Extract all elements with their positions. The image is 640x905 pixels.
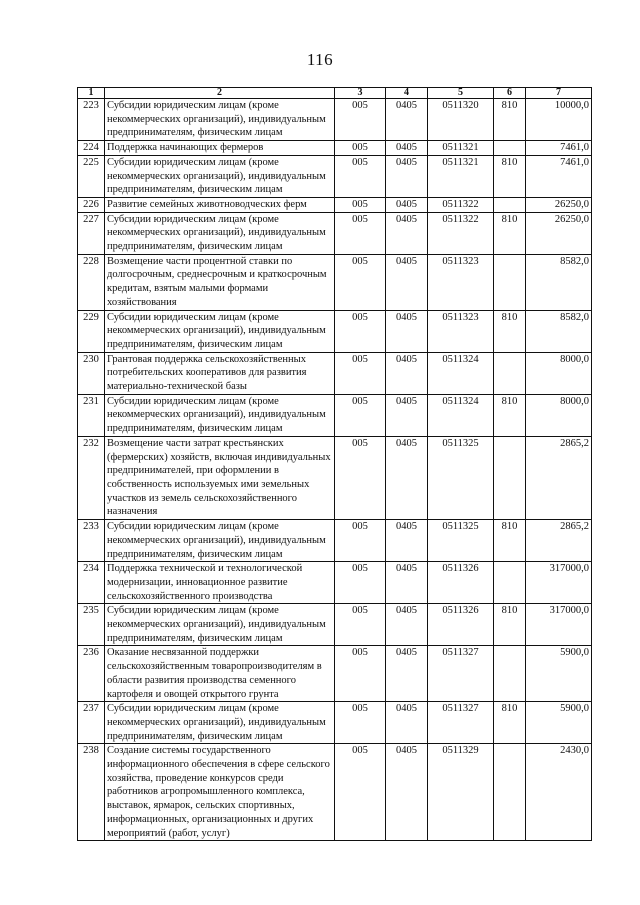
row-amount: 8582,0	[526, 310, 592, 352]
row-expense-type: 810	[494, 310, 526, 352]
row-section-code: 0405	[386, 254, 428, 310]
row-amount: 7461,0	[526, 141, 592, 156]
row-section-code: 0405	[386, 155, 428, 197]
row-amount: 10000,0	[526, 99, 592, 141]
row-number: 229	[78, 310, 105, 352]
row-target-article: 0511325	[428, 520, 494, 562]
row-expense-type: 810	[494, 702, 526, 744]
row-expense-type	[494, 141, 526, 156]
table-row	[78, 646, 592, 702]
row-expense-type	[494, 352, 526, 394]
row-ved-code: 005	[335, 562, 386, 604]
row-target-article: 0511323	[428, 254, 494, 310]
row-amount: 7461,0	[526, 155, 592, 197]
row-ved-code: 005	[335, 436, 386, 519]
row-number: 230	[78, 352, 105, 394]
row-number: 227	[78, 212, 105, 254]
row-ved-code: 005	[335, 99, 386, 141]
row-expense-type	[494, 646, 526, 702]
page-number: 116	[306, 50, 334, 69]
row-target-article: 0511326	[428, 604, 494, 646]
row-target-article: 0511325	[428, 436, 494, 519]
table-row	[78, 352, 592, 394]
row-target-article: 0511324	[428, 352, 494, 394]
table-row	[78, 155, 592, 197]
row-number: 231	[78, 394, 105, 436]
row-target-article: 0511324	[428, 394, 494, 436]
row-expense-type	[494, 197, 526, 212]
row-name: Создание системы государственного информационного обеспечения в сфере сельского хозяйства, проведение конкурсов среди работников агропромышленного комплекса, выставок, ярмарок, сельских спортивных, информационных, организационных и других мероприятий (работ, услуг)	[105, 744, 335, 841]
row-expense-type	[494, 254, 526, 310]
row-amount: 317000,0	[526, 562, 592, 604]
row-name: Развитие семейных животноводческих ферм	[105, 197, 335, 212]
row-name: Возмещение части затрат крестьянских (фермерских) хозяйств, включая индивидуальных предпринимателей, при оформлении в собственность используемых ими земельных участков из земель сельскохозяйственного назначения	[105, 436, 335, 519]
row-target-article: 0511321	[428, 141, 494, 156]
row-target-article: 0511320	[428, 99, 494, 141]
row-section-code: 0405	[386, 520, 428, 562]
row-name: Оказание несвязанной поддержки сельскохозяйственным товаропроизводителям в области развития производства семенного картофеля и овощей открытого грунта	[105, 646, 335, 702]
row-number: 224	[78, 141, 105, 156]
row-number: 232	[78, 436, 105, 519]
row-amount: 8000,0	[526, 352, 592, 394]
row-ved-code: 005	[335, 141, 386, 156]
row-section-code: 0405	[386, 604, 428, 646]
row-ved-code: 005	[335, 744, 386, 841]
row-ved-code: 005	[335, 197, 386, 212]
row-amount: 5900,0	[526, 702, 592, 744]
table-row	[78, 212, 592, 254]
row-number: 236	[78, 646, 105, 702]
budget-table	[77, 87, 592, 841]
row-section-code: 0405	[386, 99, 428, 141]
table-row	[78, 99, 592, 141]
row-section-code: 0405	[386, 744, 428, 841]
row-name: Субсидии юридическим лицам (кроме некоммерческих организаций), индивидуальным предпринимателям, физическим лицам	[105, 99, 335, 141]
row-expense-type: 810	[494, 604, 526, 646]
row-name: Поддержка начинающих фермеров	[105, 141, 335, 156]
row-number: 228	[78, 254, 105, 310]
row-name: Грантовая поддержка сельскохозяйственных потребительских кооперативов для развития материально-технической базы	[105, 352, 335, 394]
row-name: Субсидии юридическим лицам (кроме некоммерческих организаций), индивидуальным предпринимателям, физическим лицам	[105, 604, 335, 646]
row-ved-code: 005	[335, 646, 386, 702]
row-section-code: 0405	[386, 197, 428, 212]
row-amount: 26250,0	[526, 197, 592, 212]
row-target-article: 0511322	[428, 212, 494, 254]
row-ved-code: 005	[335, 702, 386, 744]
row-expense-type	[494, 744, 526, 841]
row-expense-type: 810	[494, 520, 526, 562]
table-row	[78, 254, 592, 310]
column-header: 3	[335, 88, 386, 99]
column-header: 4	[386, 88, 428, 99]
row-number: 225	[78, 155, 105, 197]
row-name: Субсидии юридическим лицам (кроме некоммерческих организаций), индивидуальным предпринимателям, физическим лицам	[105, 212, 335, 254]
row-number: 223	[78, 99, 105, 141]
row-name: Субсидии юридическим лицам (кроме некоммерческих организаций), индивидуальным предпринимателям, физическим лицам	[105, 394, 335, 436]
row-section-code: 0405	[386, 394, 428, 436]
row-expense-type: 810	[494, 394, 526, 436]
table-header-row	[78, 88, 592, 99]
row-number: 238	[78, 744, 105, 841]
row-section-code: 0405	[386, 141, 428, 156]
row-number: 235	[78, 604, 105, 646]
row-amount: 2865,2	[526, 520, 592, 562]
table-row	[78, 520, 592, 562]
row-name: Субсидии юридическим лицам (кроме некоммерческих организаций), индивидуальным предпринимателям, физическим лицам	[105, 520, 335, 562]
table-row	[78, 562, 592, 604]
column-header: 5	[428, 88, 494, 99]
row-target-article: 0511327	[428, 646, 494, 702]
row-target-article: 0511326	[428, 562, 494, 604]
row-name: Поддержка технической и технологической модернизации, инновационное развитие сельскохозяйственного производства	[105, 562, 335, 604]
row-expense-type: 810	[494, 99, 526, 141]
table-row	[78, 310, 592, 352]
row-ved-code: 005	[335, 604, 386, 646]
row-expense-type	[494, 562, 526, 604]
row-target-article: 0511327	[428, 702, 494, 744]
row-ved-code: 005	[335, 254, 386, 310]
row-number: 237	[78, 702, 105, 744]
row-name: Субсидии юридическим лицам (кроме некоммерческих организаций), индивидуальным предпринимателям, физическим лицам	[105, 310, 335, 352]
table-row	[78, 744, 592, 841]
row-expense-type	[494, 436, 526, 519]
table-body	[78, 99, 592, 841]
row-ved-code: 005	[335, 155, 386, 197]
column-header: 1	[78, 88, 105, 99]
row-amount: 2430,0	[526, 744, 592, 841]
row-section-code: 0405	[386, 212, 428, 254]
table-row	[78, 702, 592, 744]
row-section-code: 0405	[386, 352, 428, 394]
row-name: Возмещение части процентной ставки по долгосрочным, среднесрочным и краткосрочным кредитам, взятым малыми формами хозяйствования	[105, 254, 335, 310]
column-header: 6	[494, 88, 526, 99]
row-target-article: 0511321	[428, 155, 494, 197]
row-number: 233	[78, 520, 105, 562]
row-ved-code: 005	[335, 310, 386, 352]
row-amount: 8582,0	[526, 254, 592, 310]
table-row	[78, 141, 592, 156]
row-amount: 317000,0	[526, 604, 592, 646]
row-section-code: 0405	[386, 646, 428, 702]
row-number: 234	[78, 562, 105, 604]
row-number: 226	[78, 197, 105, 212]
row-section-code: 0405	[386, 702, 428, 744]
row-ved-code: 005	[335, 352, 386, 394]
row-amount: 26250,0	[526, 212, 592, 254]
row-expense-type: 810	[494, 155, 526, 197]
table-row	[78, 394, 592, 436]
row-name: Субсидии юридическим лицам (кроме некоммерческих организаций), индивидуальным предпринимателям, физическим лицам	[105, 155, 335, 197]
table-row	[78, 197, 592, 212]
column-header: 2	[105, 88, 335, 99]
row-section-code: 0405	[386, 310, 428, 352]
row-expense-type: 810	[494, 212, 526, 254]
row-section-code: 0405	[386, 436, 428, 519]
row-amount: 2865,2	[526, 436, 592, 519]
row-target-article: 0511322	[428, 197, 494, 212]
row-ved-code: 005	[335, 520, 386, 562]
row-name: Субсидии юридическим лицам (кроме некоммерческих организаций), индивидуальным предпринимателям, физическим лицам	[105, 702, 335, 744]
table-row	[78, 604, 592, 646]
row-ved-code: 005	[335, 212, 386, 254]
row-section-code: 0405	[386, 562, 428, 604]
column-header: 7	[526, 88, 592, 99]
row-target-article: 0511329	[428, 744, 494, 841]
row-amount: 8000,0	[526, 394, 592, 436]
row-target-article: 0511323	[428, 310, 494, 352]
row-ved-code: 005	[335, 394, 386, 436]
row-amount: 5900,0	[526, 646, 592, 702]
table-row	[78, 436, 592, 519]
